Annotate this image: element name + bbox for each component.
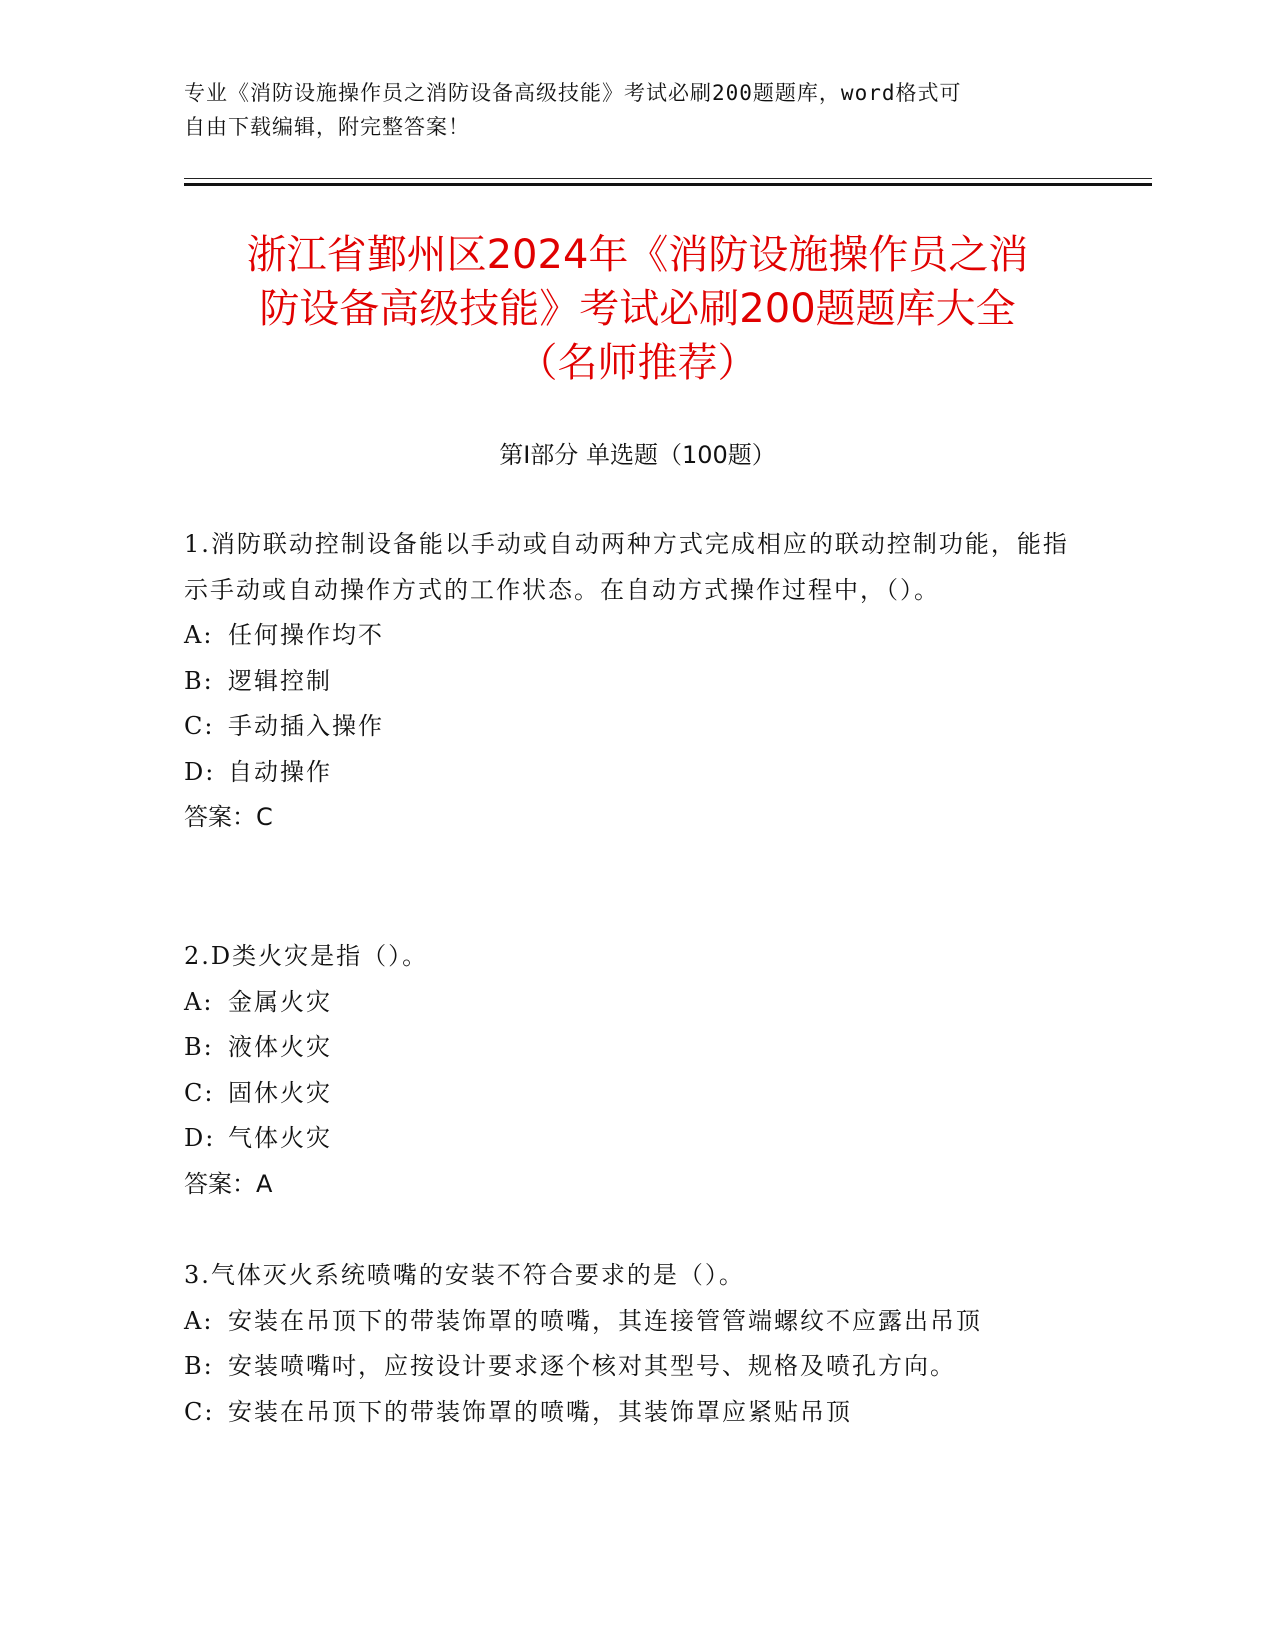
option-text: 任何操作均不 xyxy=(228,621,384,649)
option-letter: D: xyxy=(184,1124,216,1152)
option-text: 逻辑控制 xyxy=(228,666,332,695)
option-letter: A: xyxy=(184,1306,214,1335)
header-divider-thick xyxy=(184,183,1152,186)
section-heading: 第Ⅰ部分 单选题（100题） xyxy=(499,441,776,469)
option-text: 安装在吊顶下的带装饰罩的喷嘴，其装饰罩应紧贴吊顶 xyxy=(228,1397,852,1426)
document-title xyxy=(150,228,1125,390)
option-text: 固休火灾 xyxy=(228,1078,332,1107)
option-text: 手动插入操作 xyxy=(228,712,384,740)
option-text: 安装在吊顶下的带装饰罩的喷嘴，其连接管管端螺纹不应露出吊顶 xyxy=(228,1306,982,1335)
option-c xyxy=(184,1390,1084,1436)
option-c xyxy=(184,704,1084,750)
option-b xyxy=(184,1344,1084,1390)
option-b xyxy=(184,1025,1084,1071)
option-letter: C: xyxy=(184,1078,215,1107)
option-text: 气体火灾 xyxy=(228,1124,332,1152)
option-letter: B: xyxy=(184,1352,214,1380)
option-d xyxy=(184,750,1084,796)
intro-text xyxy=(184,76,1064,144)
option-text: 金属火灾 xyxy=(228,987,332,1016)
option-letter: A: xyxy=(184,621,214,649)
question-stem: 2.D类火灾是指（）。 xyxy=(184,942,429,970)
title-line-2: 防设备高级技能》考试必刷200题题库大全 xyxy=(259,286,1016,332)
answer-line: 答案：A xyxy=(184,1169,273,1198)
option-text: 液体火灾 xyxy=(228,1033,332,1061)
question-1 xyxy=(184,522,1084,841)
option-text: 自动操作 xyxy=(228,757,332,786)
header-divider-thin xyxy=(184,178,1152,179)
answer-line: 答案：C xyxy=(184,803,273,831)
option-b xyxy=(184,659,1084,705)
question-stem: 1.消防联动控制设备能以手动或自动两种方式完成相应的联动控制功能，能指示手动或自动操作方式的工作状态。在自动方式操作过程中，（）。 xyxy=(184,530,1069,604)
intro-line-2: 自由下载编辑，附完整答案！ xyxy=(184,115,470,139)
question-3 xyxy=(184,1253,1084,1435)
option-a xyxy=(184,980,1084,1026)
option-letter: C: xyxy=(184,712,215,740)
option-a xyxy=(184,613,1084,659)
title-line-3: （名师推荐） xyxy=(517,340,758,386)
option-a xyxy=(184,1299,1084,1345)
option-letter: C: xyxy=(184,1397,215,1426)
option-text: 安装喷嘴吋，应按设计要求逐个核对其型号、规格及喷孔方向。 xyxy=(228,1352,956,1380)
title-line-1: 浙江省鄞州区2024年《消防设施操作员之消 xyxy=(246,232,1029,278)
option-letter: D: xyxy=(184,757,216,786)
option-c xyxy=(184,1071,1084,1117)
question-stem: 3.气体灭火系统喷嘴的安装不符合要求的是（）。 xyxy=(184,1261,745,1289)
option-letter: B: xyxy=(184,666,214,695)
question-2 xyxy=(184,934,1084,1207)
intro-line-1: 专业《消防设施操作员之消防设备高级技能》考试必刷200题题库，word格式可 xyxy=(184,81,962,105)
option-letter: B: xyxy=(184,1033,214,1061)
option-letter: A: xyxy=(184,987,214,1016)
option-d xyxy=(184,1116,1084,1162)
